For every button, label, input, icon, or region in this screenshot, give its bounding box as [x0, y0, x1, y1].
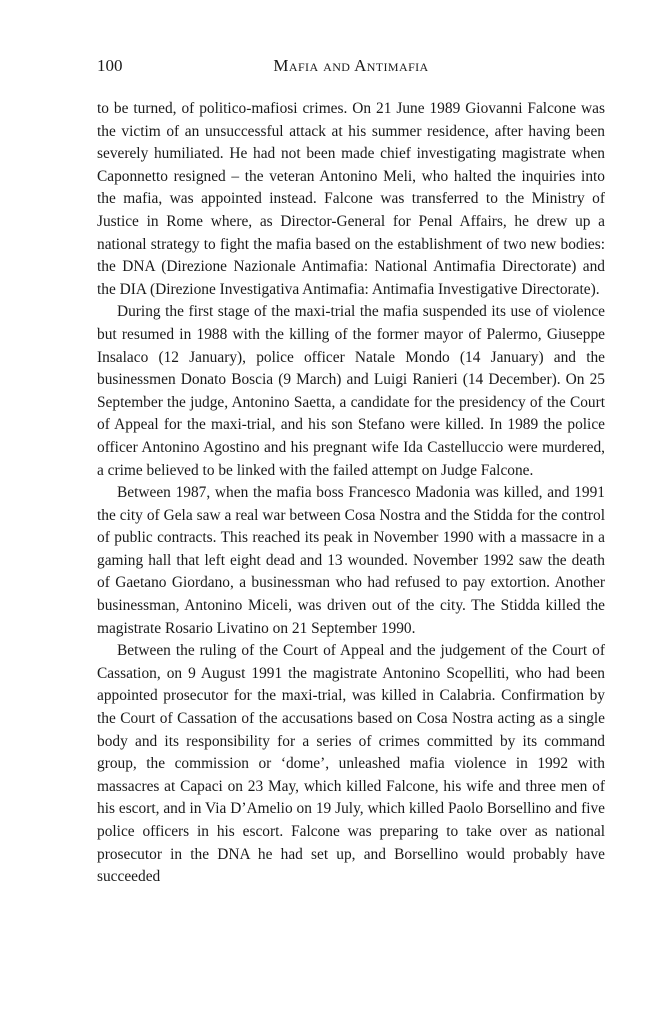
page-number: 100 — [97, 56, 123, 75]
running-head — [97, 52, 605, 80]
paragraph-1: to be turned, of politico-mafiosi crimes. On 21 June 1989 Giovanni Falcone was the victim of an unsuccessful attack at his summer residence, after having been severely humiliated. He had not been made chief investigating magistrate when Caponnetto resigned – the veteran Antonino Meli, who halted the inquiries into the mafia, was appointed instead. Falcone was transferred to the Ministry of Justice in Rome where, as Director-General for Penal Affairs, he drew up a national strategy to fight the mafia based on the establishment of two new bodies: the DNA (Direzione Nazionale Antimafia: National Antimafia Directorate) and the DIA (Direzione Investigativa Antimafia: Antimafia Investigative Directorate). — [97, 100, 605, 298]
paragraph-4: Between the ruling of the Court of Appeal and the judgement of the Court of Cassation, on 9 August 1991 the magistrate Antonino Scopelliti, who had been appointed prosecutor for the maxi-trial, was killed in Calabria. Confirmation by the Court of Cassation of the accusations based on Cosa Nostra acting as a single body and its responsibility for a series of crimes committed by its command group, the commission or ‘dome’, unleashed mafia violence in 1992 with massacres at Capaci on 23 May, which killed Falcone, his wife and three men of his escort, and in Via D’Amelio on 19 July, which killed Paolo Borsellino and five police officers in his escort. Falcone was preparing to take over as national prosecutor in the DNA he had set up, and Borsellino would probably have succeeded — [97, 642, 605, 886]
book-page — [97, 52, 605, 889]
paragraph-2: During the first stage of the maxi-trial the mafia suspended its use of violence but resumed in 1988 with the killing of the former mayor of Palermo, Giuseppe Insalaco (12 January), police officer Natale Mondo (14 January) and the businessmen Donato Boscia (9 March) and Luigi Ranieri (14 December). On 25 September the judge, Antonino Saetta, a candidate for the presidency of the Court of Appeal for the maxi-trial, and his son Stefano were killed. In 1989 the police officer Antonino Agostino and his pregnant wife Ida Castelluccio were murdered, a crime believed to be linked with the failed attempt on Judge Falcone. — [97, 303, 605, 479]
body-text — [97, 98, 605, 889]
running-title: Mafia and Antimafia — [273, 56, 429, 75]
paragraph-3: Between 1987, when the mafia boss Francesco Madonia was killed, and 1991 the city of Gela saw a real war between Cosa Nostra and the Stidda for the control of public contracts. This reached its peak in November 1990 with a massacre in a gaming hall that left eight dead and 13 wounded. November 1992 saw the death of Gaetano Giordano, a businessman who had refused to pay extortion. Another businessman, Antonino Miceli, was driven out of the city. The Stidda killed the magistrate Rosario Livatino on 21 September 1990. — [97, 484, 605, 637]
